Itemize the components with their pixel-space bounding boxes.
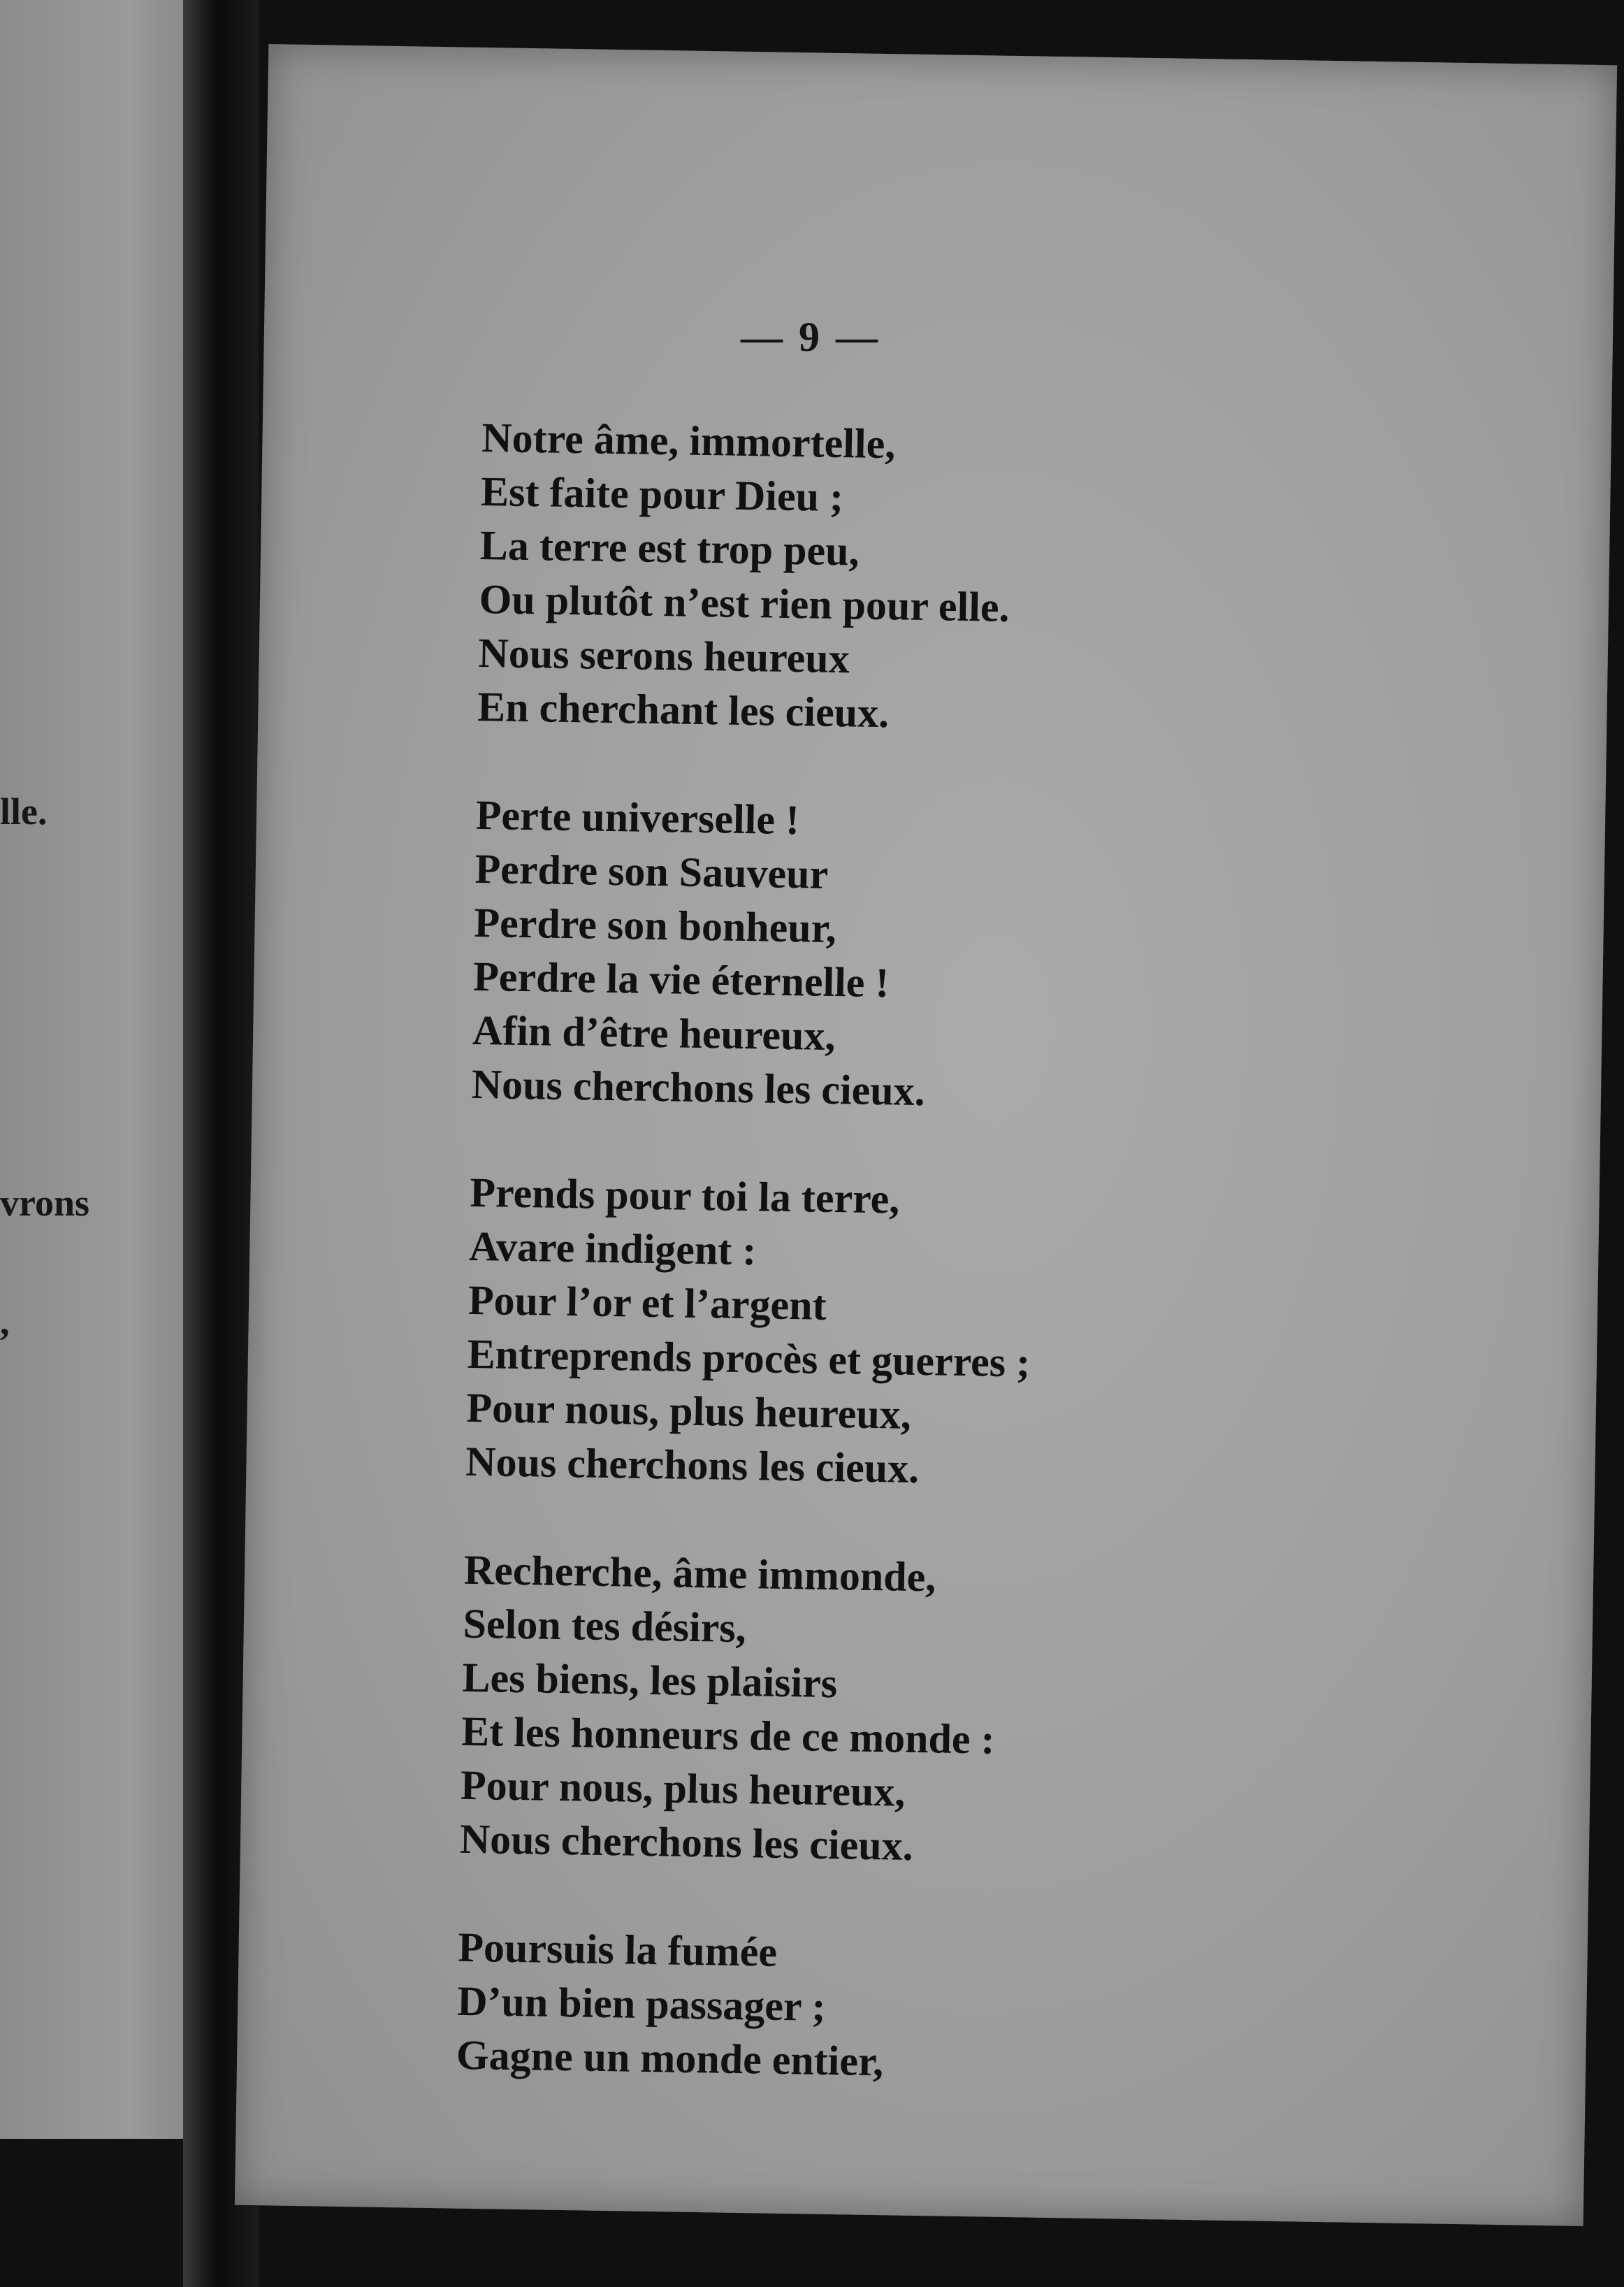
verse-line: Perdre son Sauveur xyxy=(474,845,829,897)
stanza-4 xyxy=(459,1543,1027,1875)
verse-line: Entreprends procès et guerres ; xyxy=(467,1330,1031,1386)
verse-line: Poursuis la fumée xyxy=(457,1924,778,1975)
left-page-fragment: , xyxy=(0,1301,10,1343)
verse-line: Pour l’or et l’argent xyxy=(467,1276,827,1329)
verse-line: Pour nous, plus heureux, xyxy=(460,1761,906,1815)
stanza-2 xyxy=(471,788,1039,1120)
verse-line: Ou plutôt n’est rien pour elle. xyxy=(479,575,1010,630)
verse-line: Prends pour toi la terre, xyxy=(469,1169,900,1222)
verse-line: Nous cherchons les cieux. xyxy=(465,1438,920,1492)
poem xyxy=(455,411,1045,2145)
verse-line: Nous serons heureux xyxy=(478,629,850,682)
verse-line: Nous cherchons les cieux. xyxy=(459,1815,914,1869)
verse-line: Avare indigent : xyxy=(468,1222,757,1274)
verse-line: Selon tes désirs, xyxy=(463,1600,747,1652)
left-page-fragment: vrons xyxy=(0,1182,90,1224)
verse-line: En cherchant les cieux. xyxy=(477,683,890,737)
verse-line: Est faite pour Dieu ; xyxy=(480,468,844,521)
verse-line: La terre est trop peu, xyxy=(479,521,860,575)
verse-line: Nous cherchons les cieux. xyxy=(471,1060,926,1115)
verse-line: Afin d’être heureux, xyxy=(472,1007,836,1060)
page-number: — 9 — xyxy=(741,314,880,360)
verse-line: Gagne un monde entier, xyxy=(456,2031,884,2085)
stanza-3 xyxy=(465,1166,1034,1498)
verse-line: Notre âme, immortelle, xyxy=(481,414,896,468)
left-page-fragment: lle. xyxy=(0,791,48,832)
verse-line: Recherche, âme immonde, xyxy=(463,1546,936,1601)
stanza-1 xyxy=(477,411,1045,743)
verse-line: Perdre la vie éternelle ! xyxy=(472,953,890,1007)
verse-line: Et les honneurs de ce monde : xyxy=(461,1708,996,1763)
stanza-5 xyxy=(456,1921,1021,2091)
verse-line: Les biens, les plaisirs xyxy=(462,1654,838,1707)
verse-line: D’un bien passager ; xyxy=(456,1977,827,2030)
verse-line: Pour nous, plus heureux, xyxy=(466,1384,912,1438)
verse-line: Perte universelle ! xyxy=(475,791,800,844)
verse-line: Perdre son bonheur, xyxy=(473,899,837,952)
